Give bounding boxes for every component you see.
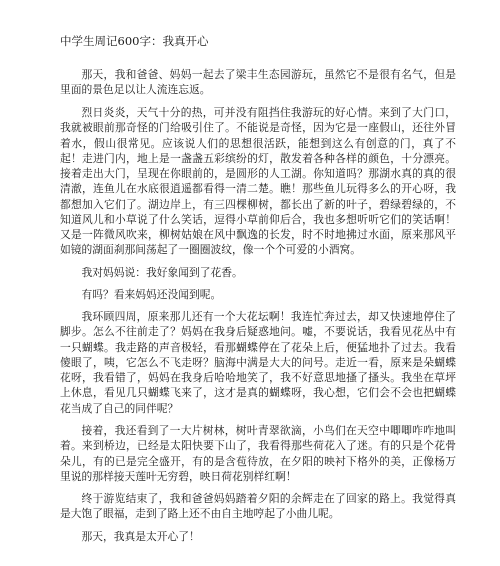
article-title: 中学生周记600字：我真开心: [60, 34, 209, 48]
paragraph-dialogue-2: 有吗？看来妈妈还没闻到呢。: [81, 288, 222, 301]
paragraph-park-description: 烈日炎炎，天气十分的热，可并没有阻挡住我游玩的好心情。来到了大门口，我就被眼前那奇怪的门给吸引住了。不能说是奇怪，因为它是一座假山，还往外冒着水，假山很常见。应该说人们的思想很活跃，能想到这么有创意的门，真了不起！走进门内，地上是一盏盏五彩缤纷的灯，散发着各种各样的颜色，十分漂亮。接着走出大门，呈现在你眼前的，是圆形的人工湖。你知道吗？那湖水真的真的很清澈，连鱼儿在水底很逍遥都看得一清二楚。瞧！那些鱼儿玩得多么的开心呀，我都想加入它们了。湖边岸上，有三四棵柳树，都长出了新的叶子，碧绿碧绿的，不知道风儿和小草说了什么笑话，逗得小草前仰后合，我也多想听听它们的笑话啊！又是一阵微风吹来，柳树姑娘在风中飘逸的长发，时不时地拂过水面，原来那风平如镜的湖面刹那间荡起了一圈圈波纹，像一个个可爱的小酒窝。: [60, 106, 456, 257]
paragraph-intro: 那天，我和爸爸、妈妈一起去了梁丰生态园游玩，虽然它不是很有名气，但是里面的景色足以让人流连忘返。: [60, 68, 456, 97]
paragraph-conclusion: 那天，我真是太开心了！: [81, 530, 200, 543]
paragraph-butterfly: 我环顾四周，原来那儿还有一个大花坛啊！我连忙奔过去，却又快速地停住了脚步。怎么不往前走了？妈妈在我身后疑惑地问。嘘，不要说话，我看见花丛中有一只蝴蝶。我走路的声音极轻，看那蝴蝶停在了花朵上后，便猛地扑了过去。我看傻眼了，咦，它怎么不飞走呀？脑海中满是大大的问号。走近一看，原来是朵蝴蝶花呀，我看错了，妈妈在我身后哈哈地笑了，我不好意思地搔了搔头。我坐在草坪上休息，看见几只蝴蝶飞来了，这才是真的蝴蝶呀，我心想，它们会不会也把蝴蝶花当成了自己的同伴呢？: [60, 310, 456, 415]
paragraph-woods-lotus: 接着，我还看到了一大片树林，树叶青翠欲滴，小鸟们在天空中唧唧咋咋地叫着。来到桥边，已经是太阳快要下山了，我看得那些荷花入了迷。有的只是个花骨朵儿，有的已是完全盛开，有的是含苞待放，在夕阳的映衬下格外的美，正像杨万里说的那样接天莲叶无穷碧，映日荷花别样红啊！: [60, 424, 456, 483]
paragraph-dialogue-1: 我对妈妈说：我好象闻到了花香。: [81, 266, 243, 279]
paragraph-going-home: 终于游览结束了，我和爸爸妈妈踏着夕阳的余辉走在了回家的路上。我觉得真是大饱了眼福，走到了路上还不由自主地哼起了小曲儿呢。: [60, 492, 456, 521]
